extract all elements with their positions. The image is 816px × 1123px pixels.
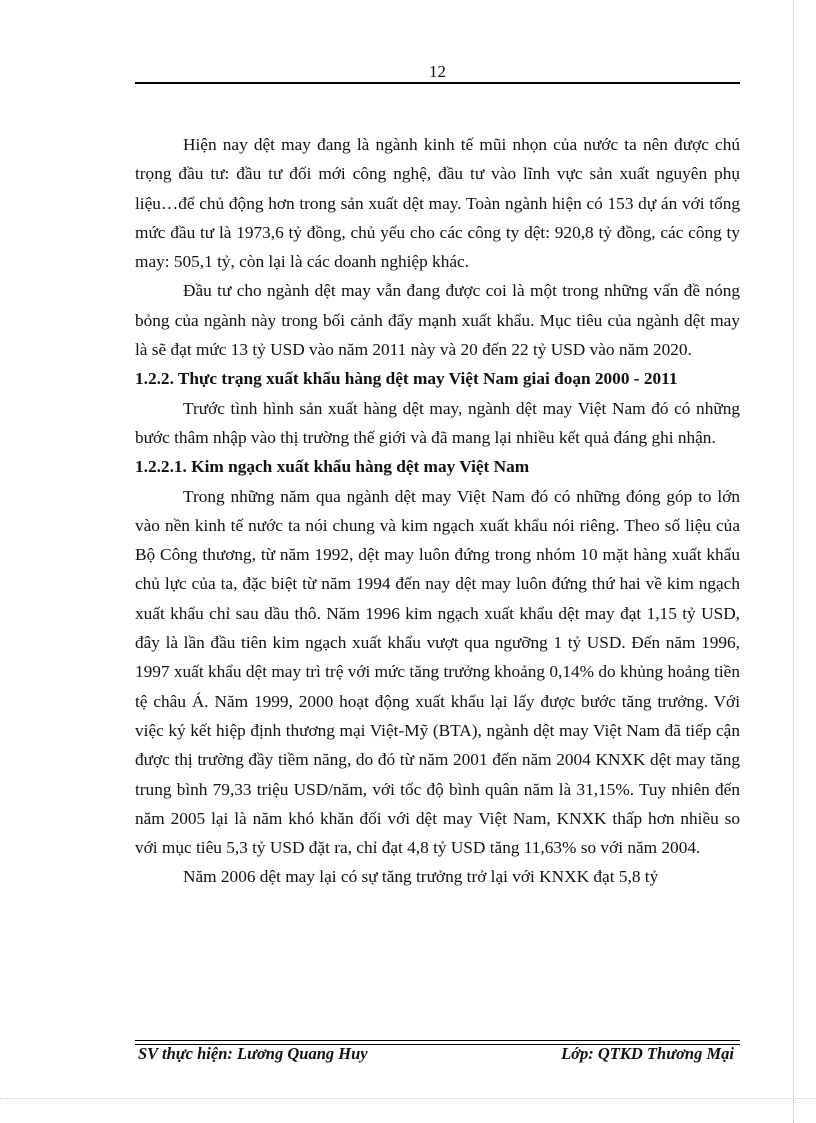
page-number: 12	[429, 62, 446, 81]
section-heading-1-2-2: 1.2.2. Thực trạng xuất khẩu hàng dệt may Việt Nam giai đoạn 2000 - 2011	[135, 369, 678, 389]
paragraph-market-entry: Trước tình hình sản xuất hàng dệt may, ngành dệt may Việt Nam đó có những bước thâm nhập vào thị trường thế giới và đã mang lại nhiều kết quả đáng ghi nhận.	[135, 398, 740, 447]
paragraph-targets: Đầu tư cho ngành dệt may vẫn đang được coi là một trong những vấn đề nóng bỏng của ngành này trong bối cảnh đẩy mạnh xuất khẩu. Mục tiêu của ngành dệt may là sẽ đạt mức 13 tỷ USD vào năm 2011 này và 20 đến 22 tỷ USD vào năm 2020.	[135, 281, 740, 360]
document-body	[135, 130, 740, 892]
footer-class: Lớp: QTKD Thương Mại	[561, 1044, 734, 1063]
page-edge-bottom	[0, 1098, 816, 1099]
page-edge-right	[793, 0, 794, 1123]
footer-rule	[135, 1040, 740, 1041]
paragraph-investment: Hiện nay dệt may đang là ngành kinh tế mũi nhọn của nước ta nên được chú trọng đầu tư: đầu tư đổi mới công nghệ, đầu tư vào lĩnh vực sản xuất nguyên phụ liệu…để chủ động hơn trong sản xuất dệt may. Toàn ngành hiện có 153 dự án với tổng mức đầu tư là 1973,6 tỷ đồng, chủ yếu cho các công ty dệt: 920,8 tỷ đồng, các công ty may: 505,1 tỷ, còn lại là các doanh nghiệp khác.	[135, 135, 740, 272]
footer-student: SV thực hiện: Lương Quang Huy	[138, 1044, 368, 1063]
section-heading-1-2-2-1: 1.2.2.1. Kim ngạch xuất khẩu hàng dệt may Việt Nam	[135, 457, 530, 477]
header-rule	[135, 82, 740, 84]
paragraph-2006: Năm 2006 dệt may lại có sự tăng trưởng trở lại với KNXK đạt 5,8 tỷ	[183, 867, 659, 887]
paragraph-export-turnover: Trong những năm qua ngành dệt may Việt Nam đó có những đóng góp to lớn vào nền kinh tế nước ta nói chung và kim ngạch xuất khẩu nói riêng. Theo số liệu của Bộ Công thương, từ năm 1992, dệt may luôn đứng trong nhóm 10 mặt hàng xuất khẩu chủ lực của ta, đặc biệt từ năm 1994 đến nay dệt may luôn đứng thứ hai về kim ngạch xuất khẩu chỉ sau dầu thô. Năm 1996 kim ngạch xuất khẩu dệt may đạt 1,15 tỷ USD, đây là lần đầu tiên kim ngạch xuất khẩu vượt qua ngưỡng 1 tỷ USD. Đến năm 1996, 1997 xuất khẩu dệt may trì trệ với mức tăng trưởng khoảng 0,14% do khủng hoảng tiền tệ châu Á. Năm 1999, 2000 hoạt động xuất khẩu lại lấy được bước tăng trưởng. Với việc ký kết hiệp định thương mại Việt-Mỹ (BTA), ngành dệt may Việt Nam đã tiếp cận được thị trường đầy tiềm năng, do đó từ năm 2001 đến năm 2004 KNXK dệt may tăng trung bình 79,33 triệu USD/năm, với tốc độ bình quân năm là 31,15%. Tuy nhiên đến năm 2005 lại là năm khó khăn đối với dệt may Việt Nam, KNXK thấp hơn nhiều so với mục tiêu 5,3 tỷ USD đặt ra, chỉ đạt 4,8 tỷ USD tăng 11,63% so với năm 2004.	[135, 486, 740, 858]
